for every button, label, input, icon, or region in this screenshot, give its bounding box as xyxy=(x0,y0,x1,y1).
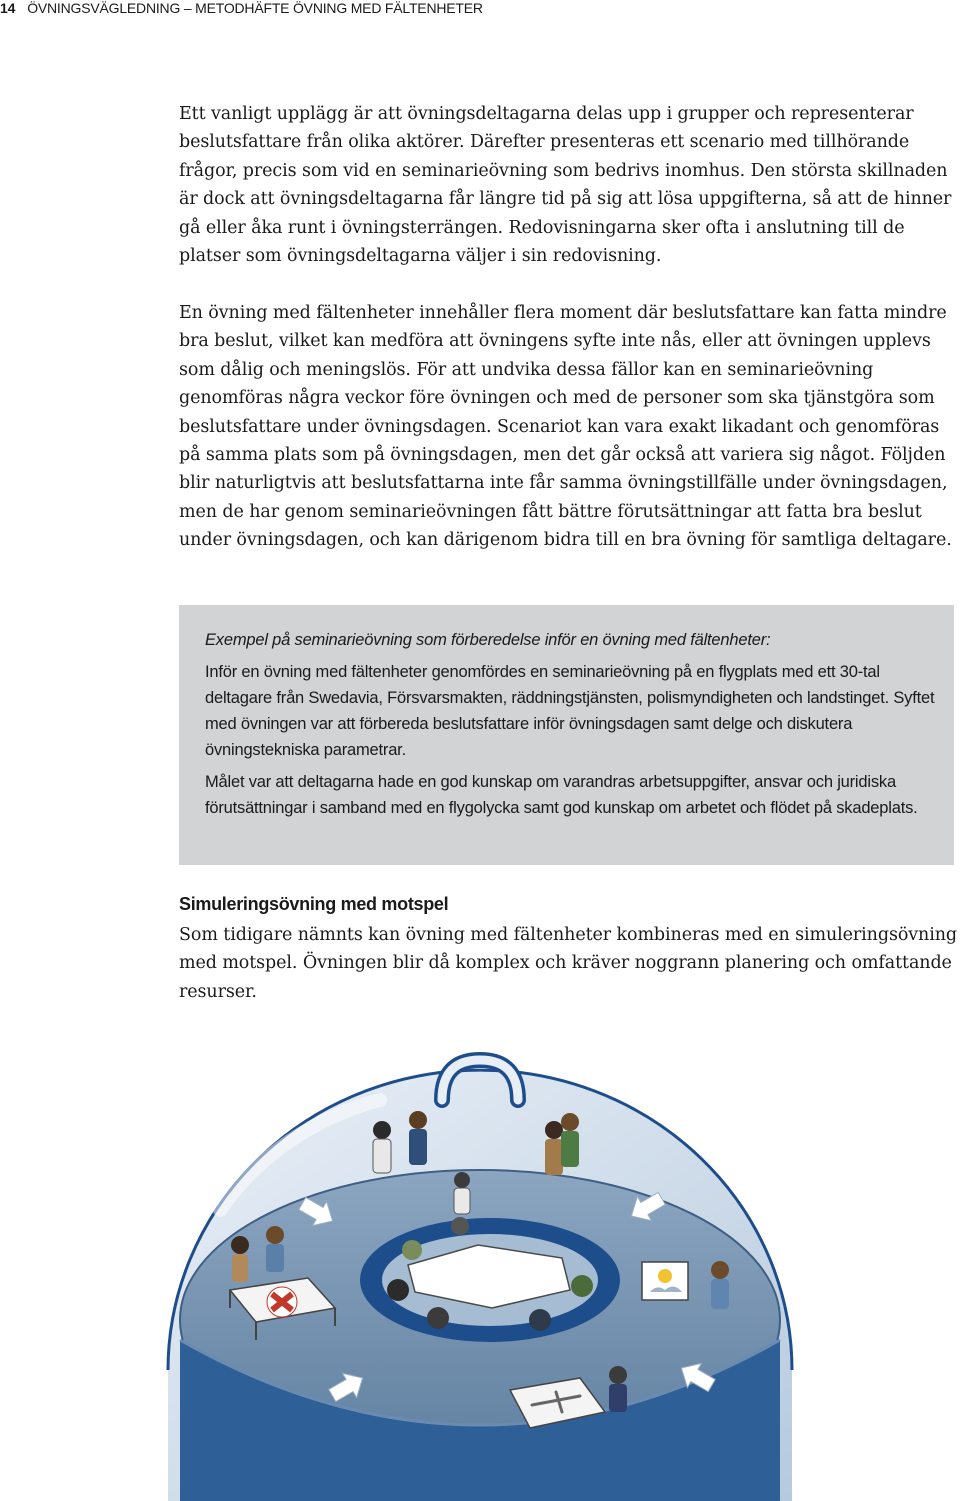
page-number: 14 xyxy=(0,0,16,16)
running-title: ÖVNINGSVÄGLEDNING – METODHÄFTE ÖVNING MED FÄLTENHETER xyxy=(27,0,483,16)
running-header xyxy=(0,0,483,22)
example-paragraph-1: Inför en övning med fältenheter genomfördes en seminarieövning på en flygplats med ett 30-tal deltagare från Swedavia, Försvarsmakten, räddningstjänsten, polismyndigheten och landstinget. Syftet med övningen var att förbereda beslutsfattare inför övningsdagen samt delge och diskutera övningstekniska parametrar. xyxy=(205,663,935,759)
section-paragraph: Som tidigare nämnts kan övning med fältenheter kombineras med en simuleringsövning med motspel. Övningen blir då komplex och kräver noggrann planering och omfattande resurser. xyxy=(179,925,957,1002)
exercise-dome-illustration xyxy=(160,1040,800,1501)
body-paragraph-2: En övning med fältenheter innehåller flera moment där beslutsfattare kan fatta mindre bra beslut, vilket kan medföra att övningens syfte inte nås, eller att övningen upplevs som dålig och meningslös. För att undvika dessa fällor kan en seminarieövning genomföras några veckor före övningen och med de personer som ska tjänstgöra som beslutsfattare under övningsdagen. Scenariot kan vara exakt likadant och genomföras på samma plats som på övningsdagen, men det går också att variera sig något. Följden blir naturligtvis att beslutsfattarna inte får samma övningstillfälle under övningsdagen, men de har genom seminarieövningen fått bättre förutsättningar att fatta bra beslut under övningsdagen, och kan därigenom bidra till en bra övning för samtliga deltagare. xyxy=(179,303,952,551)
body-paragraph-1: Ett vanligt upplägg är att övningsdeltagarna delas upp i grupper och representerar beslutsfattare från olika aktörer. Därefter presenteras ett scenario med tillhörande frågor, precis som vid en seminarieövning som bedrivs inomhus. Den största skillnaden är dock att övningsdeltagarna får längre tid på sig att lösa uppgifterna, så att de hinner gå eller åka runt i övningsterrängen. Redovisningarna sker ofta i anslutning till de platser som övningsdeltagarna väljer i sin redovisning. xyxy=(179,104,952,267)
floor-disc xyxy=(180,1170,780,1501)
example-box xyxy=(179,605,954,865)
section-heading: Simuleringsövning med motspel xyxy=(179,894,449,914)
example-heading: Exempel på seminarieövning som förberedelse inför en övning med fältenheter: xyxy=(205,631,771,649)
example-paragraph-2: Målet var att deltagarna hade en god kunskap om varandras arbetsuppgifter, ansvar och juridiska förutsättningar i samband med en flygolycka samt god kunskap om arbetet och flödet på skadeplats. xyxy=(205,773,918,817)
